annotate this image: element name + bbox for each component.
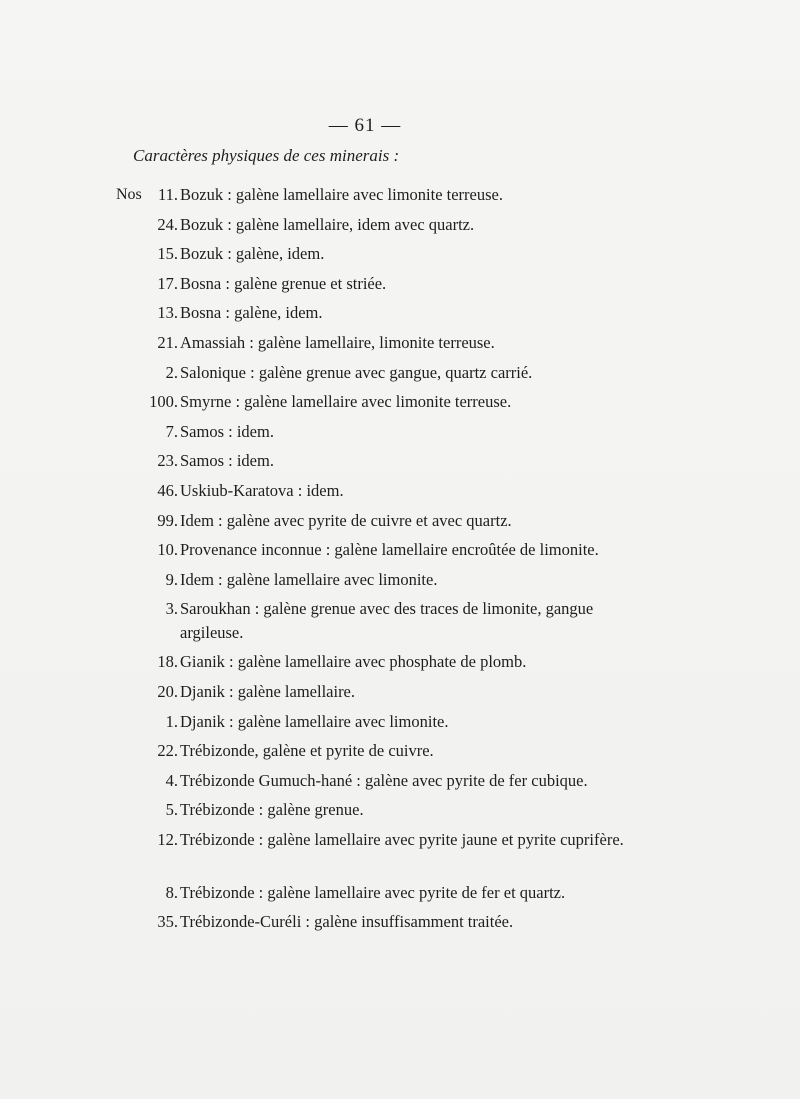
entry-number: 18. — [157, 652, 178, 672]
entry-text: Bozuk : galène lamellaire avec limonite terreuse. — [180, 185, 503, 204]
entry-number: 2. — [165, 362, 178, 382]
entry-number: 15. — [157, 244, 178, 264]
entry-number: 10. — [157, 540, 178, 560]
list-item — [0, 387, 800, 417]
numbers-prefix: Nos — [116, 186, 142, 203]
entry-text: Gianik : galène lamellaire avec phosphate de plomb. — [180, 652, 527, 672]
entry-number: 7. — [165, 421, 178, 441]
entry-number: 17. — [157, 273, 178, 293]
list-item — [0, 446, 800, 476]
entry-number: 21. — [157, 332, 178, 352]
entry-number: 5. — [165, 800, 178, 820]
entry-number: 100. — [149, 392, 178, 412]
entry-number: 1. — [165, 711, 178, 731]
entry-text: Trébizonde-Curéli : galène insuffisamment traitée. — [180, 912, 514, 932]
entry-number: 12. — [157, 829, 178, 849]
entry-number: 20. — [157, 681, 178, 701]
list-item — [0, 677, 800, 707]
entry-text: Bozuk : galène lamellaire, idem avec quartz. — [180, 214, 475, 234]
list-item — [0, 417, 800, 447]
entry-text: Trébizonde : galène lamellaire avec pyrite de fer et quartz. — [180, 882, 566, 902]
entry-number: 8. — [165, 882, 178, 902]
list-item — [0, 766, 800, 796]
list-item — [0, 269, 800, 299]
entry-text: Idem : galène lamellaire avec limonite. — [180, 569, 438, 589]
entry-text: Samos : idem. — [180, 421, 274, 441]
list-item — [0, 476, 800, 506]
list-item — [0, 647, 800, 677]
entry-number: 46. — [157, 480, 178, 500]
entry-number: 11. — [157, 185, 178, 204]
entry-text: Trébizonde, galène et pyrite de cuivre. — [180, 741, 434, 761]
entry-text: Salonique : galène grenue avec gangue, quartz carrié. — [180, 362, 533, 382]
list-item — [0, 907, 800, 937]
entry-number: 24. — [157, 214, 178, 234]
entry-text: Bosna : galène, idem. — [180, 303, 323, 323]
list-item — [0, 565, 800, 595]
entry-text: Uskiub-Karatova : idem. — [180, 480, 344, 500]
entry-text: Saroukhan : galène grenue avec des traces de limonite, gangue argileuse. — [180, 599, 594, 643]
entry-text: Bozuk : galène, idem. — [180, 244, 325, 264]
entry-text: Bosna : galène grenue et striée. — [180, 273, 387, 293]
list-item — [0, 506, 800, 536]
entry-number: 35. — [157, 912, 178, 932]
mineral-list — [0, 180, 800, 937]
entry-text: Djanik : galène lamellaire avec limonite. — [180, 711, 449, 731]
list-item — [0, 594, 800, 647]
entry-text: Trébizonde Gumuch-hané : galène avec pyrite de fer cubique. — [180, 770, 588, 790]
entry-number: 3. — [165, 599, 178, 619]
list-item — [0, 878, 800, 908]
list-item — [0, 825, 800, 878]
entry-text: Idem : galène avec pyrite de cuivre et avec quartz. — [180, 510, 512, 530]
list-item — [0, 328, 800, 358]
page-number: — 61 — — [328, 115, 402, 136]
list-item — [0, 795, 800, 825]
entry-number: 99. — [157, 510, 178, 530]
list-item — [0, 298, 800, 328]
list-item — [0, 707, 800, 737]
entry-number: 4. — [165, 770, 178, 790]
list-item — [0, 358, 800, 388]
list-item — [0, 535, 800, 565]
entry-number: 22. — [157, 741, 178, 761]
entry-number: 23. — [157, 451, 178, 471]
entry-text: Djanik : galène lamellaire. — [180, 681, 356, 701]
entry-text: Smyrne : galène lamellaire avec limonite terreuse. — [180, 392, 512, 412]
entry-text: Amassiah : galène lamellaire, limonite terreuse. — [180, 332, 495, 352]
list-item — [0, 210, 800, 240]
entry-text: Trébizonde : galène grenue. — [180, 800, 364, 820]
section-heading: Caractères physiques de ces minerais : — [133, 146, 400, 165]
entry-number: 9. — [165, 569, 178, 589]
entry-text: Samos : idem. — [180, 451, 274, 471]
list-item — [0, 736, 800, 766]
entry-text: Trébizonde : galène lamellaire avec pyrite jaune et pyrite cuprifère. — [180, 829, 624, 849]
entry-number: 13. — [157, 303, 178, 323]
entry-text: Provenance inconnue : galène lamellaire encroûtée de limonite. — [180, 540, 599, 560]
list-item — [0, 239, 800, 269]
list-item — [0, 180, 800, 210]
